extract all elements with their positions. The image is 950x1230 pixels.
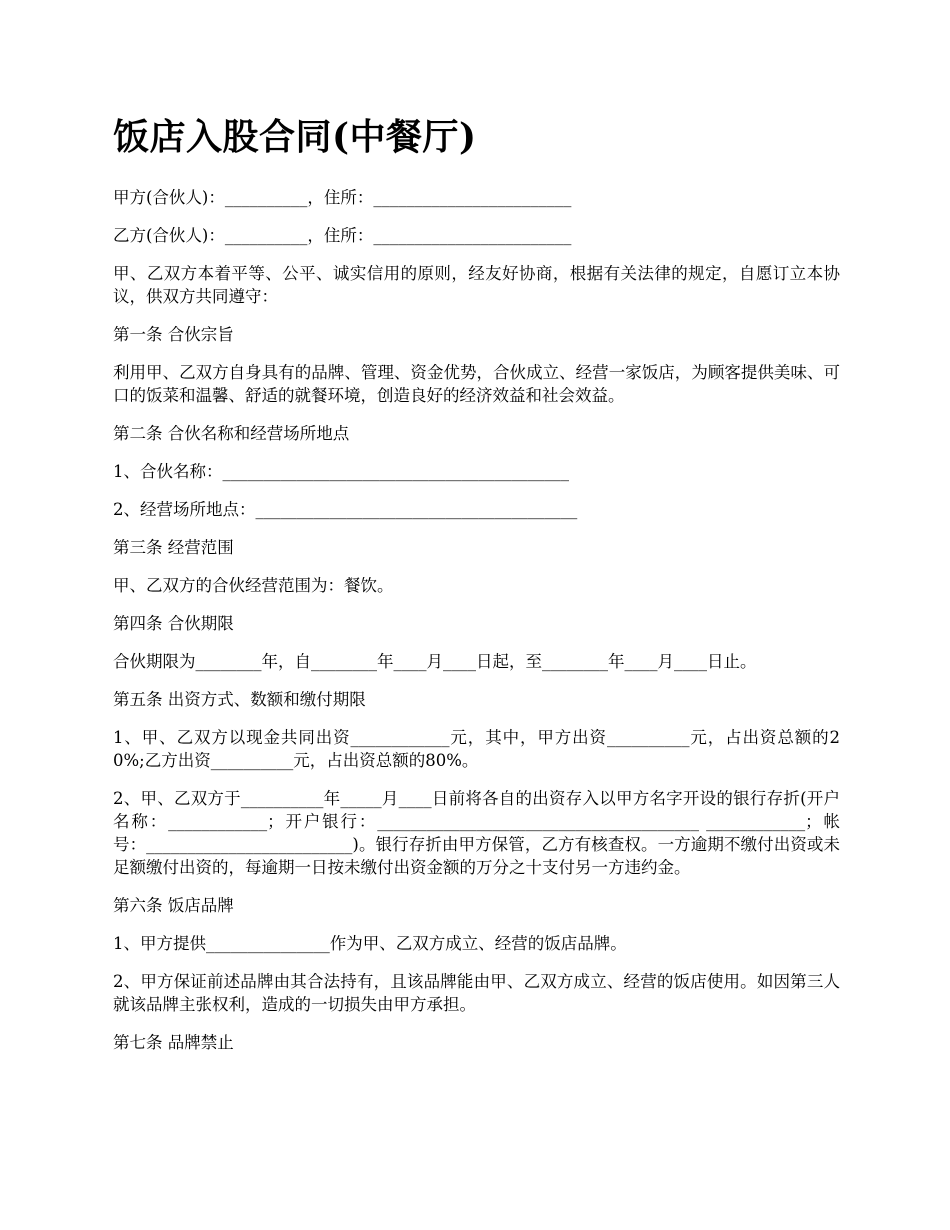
party-a-line: 甲方(合伙人)：__________，住所：________________________: [113, 188, 572, 207]
preamble: 甲、乙双方本着平等、公平、诚实信用的原则，经友好协商，根据有关法律的规定，自愿订立本协议，供双方共同遵守：: [113, 264, 840, 306]
article-5-clause-1: 1、甲、乙双方以现金共同出资____________元，其中，甲方出资__________元，占出资总额的20%;乙方出资__________元，占出资总额的80%。: [113, 728, 840, 770]
article-3-heading: 第三条 经营范围: [113, 538, 234, 557]
document-title: 饭店入股合同(中餐厅): [113, 116, 477, 158]
article-2-heading: 第二条 合伙名称和经营场所地点: [113, 424, 350, 443]
party-b-line: 乙方(合伙人)：__________，住所：________________________: [113, 226, 572, 245]
article-3-body: 甲、乙双方的合伙经营范围为：餐饮。: [113, 576, 394, 595]
article-5-heading: 第五条 出资方式、数额和缴付期限: [113, 690, 366, 709]
article-6-heading: 第六条 饭店品牌: [113, 896, 234, 915]
article-6-clause-1: 1、甲方提供_______________作为甲、乙双方成立、经营的饭店品牌。: [113, 934, 627, 953]
article-4-heading: 第四条 合伙期限: [113, 614, 234, 633]
contract-page: [113, 110, 840, 1069]
article-4-body: 合伙期限为________年，自________年____月____日起，至________年____月____日止。: [113, 652, 757, 671]
article-1-body: 利用甲、乙双方自身具有的品牌、管理、资金优势，合伙成立、经营一家饭店，为顾客提供美味、可口的饭菜和温馨、舒适的就餐环境，创造良好的经济效益和社会效益。: [113, 363, 840, 405]
business-location-line: 2、经营场所地点：_______________________________________: [113, 500, 578, 519]
partnership-name-line: 1、合伙名称：__________________________________________: [113, 462, 569, 481]
article-1-heading: 第一条 合伙宗旨: [113, 325, 234, 344]
article-5-clause-2: 2、甲、乙双方于__________年_____月____日前将各自的出资存入以甲方名字开设的银行存折(开户名称：____________；开户银行：_______________________________________ ____________；帐号：_________________________)。银行存折由甲方保管，乙方有核查权。一方逾期不缴付出资或未足额缴付出资的，每逾期一日按未缴付出资金额的万分之十支付另一方违约金。: [113, 789, 840, 877]
article-6-clause-2: 2、甲方保证前述品牌由其合法持有，且该品牌能由甲、乙双方成立、经营的饭店使用。如因第三人就该品牌主张权利，造成的一切损失由甲方承担。: [113, 972, 840, 1014]
article-7-heading: 第七条 品牌禁止: [113, 1033, 234, 1052]
